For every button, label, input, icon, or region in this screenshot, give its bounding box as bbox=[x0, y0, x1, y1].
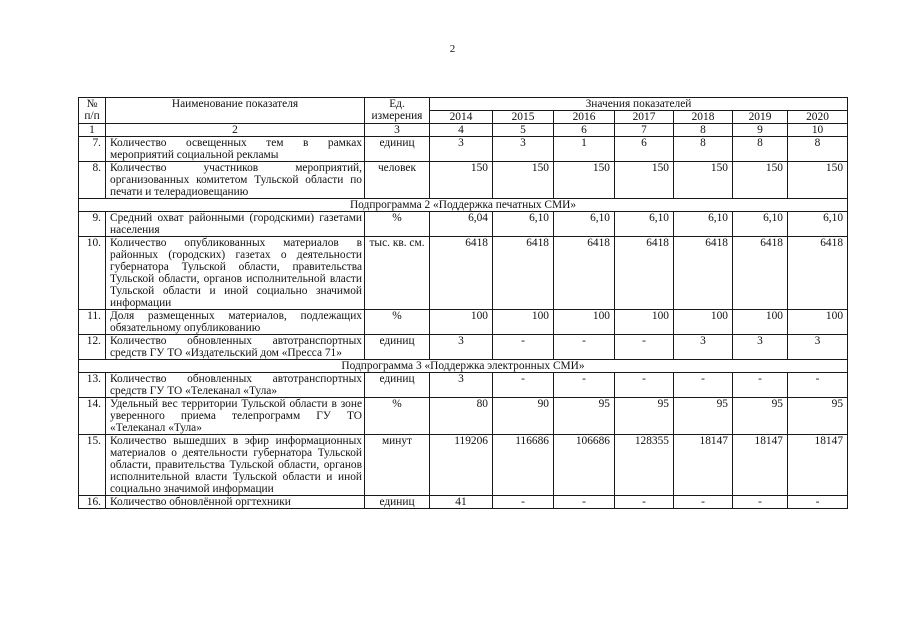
table-row bbox=[79, 335, 848, 360]
row-number: 16. bbox=[79, 496, 106, 509]
value-cell: 100 bbox=[733, 310, 788, 335]
value-cell: 150 bbox=[615, 162, 674, 199]
table-row bbox=[79, 162, 848, 199]
value-cell: 6418 bbox=[733, 237, 788, 310]
row-number: 15. bbox=[79, 435, 106, 496]
value-cell: - bbox=[615, 496, 674, 509]
value-cell: 100 bbox=[430, 310, 493, 335]
col-number: 4 bbox=[430, 124, 493, 137]
value-cell: 6,10 bbox=[733, 212, 788, 237]
indicator-name: Количество освещенных тем в рамках мероприятий социальной рекламы bbox=[106, 137, 365, 162]
value-cell: 3 bbox=[430, 335, 493, 360]
unit-cell: единиц bbox=[365, 373, 430, 398]
value-cell: 6,10 bbox=[554, 212, 615, 237]
value-cell: 41 bbox=[430, 496, 493, 509]
table-body bbox=[79, 98, 848, 509]
value-cell: 6418 bbox=[788, 237, 848, 310]
value-cell: 95 bbox=[674, 398, 733, 435]
row-number: 10. bbox=[79, 237, 106, 310]
value-cell: 95 bbox=[788, 398, 848, 435]
value-cell: 150 bbox=[430, 162, 493, 199]
row-number: 12. bbox=[79, 335, 106, 360]
indicator-name: Количество вышедших в эфир информационных материалов о деятельности губернатора Тульской области, правительства Тульской области, органов исполнительной власти Тульской области и иной социально значимой информации bbox=[106, 435, 365, 496]
value-cell: 6 bbox=[615, 137, 674, 162]
value-cell: 150 bbox=[554, 162, 615, 199]
value-cell: 95 bbox=[733, 398, 788, 435]
unit-cell: % bbox=[365, 398, 430, 435]
indicator-name: Количество обновленных автотранспортных средств ГУ ТО «Издательский дом «Пресса 71» bbox=[106, 335, 365, 360]
value-cell: 1 bbox=[554, 137, 615, 162]
header-values: Значения показателей bbox=[430, 98, 848, 111]
row-number: 14. bbox=[79, 398, 106, 435]
value-cell: 6418 bbox=[615, 237, 674, 310]
unit-cell: тыс. кв. см. bbox=[365, 237, 430, 310]
value-cell: - bbox=[733, 373, 788, 398]
value-cell: - bbox=[615, 335, 674, 360]
value-cell: 3 bbox=[733, 335, 788, 360]
header-num: № п/п bbox=[79, 98, 106, 124]
value-cell: 100 bbox=[674, 310, 733, 335]
value-cell: 6418 bbox=[554, 237, 615, 310]
value-cell: 18147 bbox=[788, 435, 848, 496]
value-cell: - bbox=[554, 335, 615, 360]
value-cell: 8 bbox=[674, 137, 733, 162]
header-row-col-numbers bbox=[79, 124, 848, 137]
value-cell: 6,10 bbox=[788, 212, 848, 237]
value-cell: 8 bbox=[788, 137, 848, 162]
value-cell: - bbox=[554, 373, 615, 398]
value-cell: - bbox=[493, 373, 554, 398]
value-cell: 8 bbox=[733, 137, 788, 162]
col-number: 2 bbox=[106, 124, 365, 137]
value-cell: - bbox=[554, 496, 615, 509]
table-row bbox=[79, 212, 848, 237]
col-number: 6 bbox=[554, 124, 615, 137]
value-cell: 3 bbox=[493, 137, 554, 162]
col-number: 9 bbox=[733, 124, 788, 137]
unit-cell: минут bbox=[365, 435, 430, 496]
unit-cell: единиц bbox=[365, 137, 430, 162]
value-cell: 6418 bbox=[674, 237, 733, 310]
value-cell: 6,10 bbox=[615, 212, 674, 237]
value-cell: 150 bbox=[788, 162, 848, 199]
table-row bbox=[79, 496, 848, 509]
table-row bbox=[79, 310, 848, 335]
header-year: 2017 bbox=[615, 111, 674, 124]
value-cell: - bbox=[493, 335, 554, 360]
value-cell: 6,04 bbox=[430, 212, 493, 237]
value-cell: 95 bbox=[615, 398, 674, 435]
value-cell: 3 bbox=[674, 335, 733, 360]
value-cell: 150 bbox=[674, 162, 733, 199]
unit-cell: % bbox=[365, 310, 430, 335]
unit-cell: % bbox=[365, 212, 430, 237]
value-cell: - bbox=[674, 373, 733, 398]
value-cell: 95 bbox=[554, 398, 615, 435]
col-number: 5 bbox=[493, 124, 554, 137]
indicator-name: Количество участников мероприятий, организованных комитетом Тульской области по печати и телерадиовещанию bbox=[106, 162, 365, 199]
header-year: 2018 bbox=[674, 111, 733, 124]
page-number: 2 bbox=[449, 43, 456, 55]
value-cell: - bbox=[674, 496, 733, 509]
section-row bbox=[79, 360, 848, 373]
value-cell: 116686 bbox=[493, 435, 554, 496]
value-cell: 150 bbox=[733, 162, 788, 199]
value-cell: - bbox=[615, 373, 674, 398]
header-name: Наименование показателя bbox=[106, 98, 365, 124]
indicator-name: Количество обновленных автотранспортных средств ГУ ТО «Телеканал «Тула» bbox=[106, 373, 365, 398]
value-cell: - bbox=[788, 496, 848, 509]
value-cell: 18147 bbox=[733, 435, 788, 496]
section-title: Подпрограмма 3 «Поддержка электронных СМИ» bbox=[79, 360, 848, 373]
table-row bbox=[79, 237, 848, 310]
header-year: 2016 bbox=[554, 111, 615, 124]
value-cell: 3 bbox=[430, 373, 493, 398]
col-number: 1 bbox=[79, 124, 106, 137]
section-row bbox=[79, 199, 848, 212]
header-year: 2019 bbox=[733, 111, 788, 124]
row-number: 9. bbox=[79, 212, 106, 237]
row-number: 7. bbox=[79, 137, 106, 162]
header-unit: Ед. измерения bbox=[365, 98, 430, 124]
col-number: 3 bbox=[365, 124, 430, 137]
table-row bbox=[79, 373, 848, 398]
value-cell: 128355 bbox=[615, 435, 674, 496]
indicator-name: Удельный вес территории Тульской области в зоне уверенного приема телепрограмм ГУ ТО «Телеканал «Тула» bbox=[106, 398, 365, 435]
indicator-name: Количество опубликованных материалов в районных (городских) газетах о деятельности губернатора Тульской области, правительства Тульской области, органов исполнительной власти Тульской области и иной социально значимой информации bbox=[106, 237, 365, 310]
value-cell: 80 bbox=[430, 398, 493, 435]
header-year: 2015 bbox=[493, 111, 554, 124]
unit-cell: единиц bbox=[365, 335, 430, 360]
value-cell: 6418 bbox=[493, 237, 554, 310]
table-row bbox=[79, 398, 848, 435]
value-cell: 6,10 bbox=[493, 212, 554, 237]
value-cell: - bbox=[733, 496, 788, 509]
col-number: 7 bbox=[615, 124, 674, 137]
header-year: 2014 bbox=[430, 111, 493, 124]
value-cell: 6418 bbox=[430, 237, 493, 310]
value-cell: - bbox=[493, 496, 554, 509]
col-number: 10 bbox=[788, 124, 848, 137]
indicator-name: Количество обновлённой оргтехники bbox=[106, 496, 365, 509]
value-cell: 119206 bbox=[430, 435, 493, 496]
value-cell: 6,10 bbox=[674, 212, 733, 237]
table-row bbox=[79, 435, 848, 496]
col-number: 8 bbox=[674, 124, 733, 137]
header-row-1 bbox=[79, 98, 848, 111]
value-cell: 18147 bbox=[674, 435, 733, 496]
value-cell: 150 bbox=[493, 162, 554, 199]
unit-cell: единиц bbox=[365, 496, 430, 509]
value-cell: 3 bbox=[788, 335, 848, 360]
value-cell: 100 bbox=[615, 310, 674, 335]
section-title: Подпрограмма 2 «Поддержка печатных СМИ» bbox=[79, 199, 848, 212]
value-cell: 90 bbox=[493, 398, 554, 435]
value-cell: 100 bbox=[788, 310, 848, 335]
indicators-table bbox=[78, 97, 848, 509]
value-cell: - bbox=[788, 373, 848, 398]
value-cell: 100 bbox=[554, 310, 615, 335]
indicator-name: Доля размещенных материалов, подлежащих обязательному опубликованию bbox=[106, 310, 365, 335]
row-number: 13. bbox=[79, 373, 106, 398]
header-year: 2020 bbox=[788, 111, 848, 124]
table-row bbox=[79, 137, 848, 162]
row-number: 8. bbox=[79, 162, 106, 199]
value-cell: 106686 bbox=[554, 435, 615, 496]
value-cell: 100 bbox=[493, 310, 554, 335]
row-number: 11. bbox=[79, 310, 106, 335]
unit-cell: человек bbox=[365, 162, 430, 199]
value-cell: 3 bbox=[430, 137, 493, 162]
indicator-name: Средний охват районными (городскими) газетами населения bbox=[106, 212, 365, 237]
